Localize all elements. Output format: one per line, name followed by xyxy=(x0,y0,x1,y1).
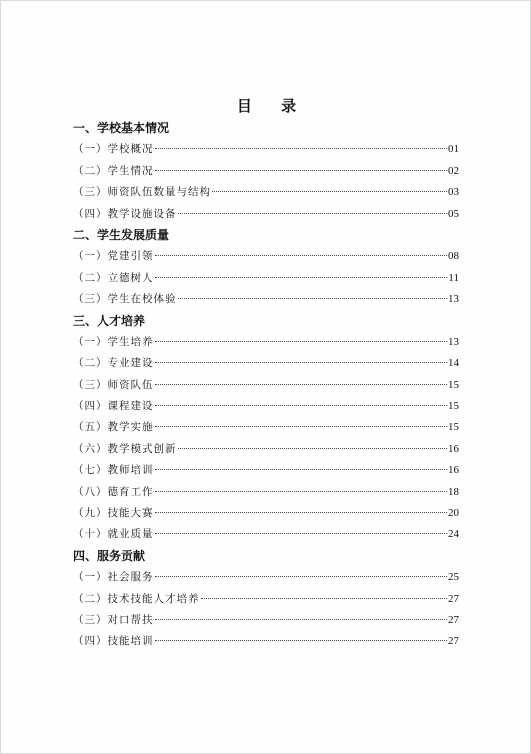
toc-entry[interactable] xyxy=(73,268,459,289)
toc-entry-label: （一）学校概况 xyxy=(73,143,154,156)
toc-entry-label: （十）就业质量 xyxy=(73,528,154,541)
toc-page-number: 24 xyxy=(448,528,459,541)
toc-entry-label: （五）教学实施 xyxy=(73,421,154,434)
toc-entry[interactable] xyxy=(73,417,459,438)
toc-entry-label: （二）专业建设 xyxy=(73,357,154,370)
toc-entry-label: （一）党建引领 xyxy=(73,250,154,263)
toc-entry-label: （七）教师培训 xyxy=(73,464,154,477)
toc-entry-label: （二）学生情况 xyxy=(73,164,154,177)
toc-entry-label: （四）课程建设 xyxy=(73,400,154,413)
toc-entry[interactable] xyxy=(73,204,459,225)
toc-entry[interactable] xyxy=(73,631,459,652)
toc-section-heading: 四、服务贡献 xyxy=(73,548,146,563)
toc-dot-leader xyxy=(155,469,448,470)
toc-entry-label: （四）教学设施设备 xyxy=(73,207,177,220)
toc-page-number: 15 xyxy=(448,378,459,391)
toc-page-number: 05 xyxy=(448,207,459,220)
toc-dot-leader xyxy=(155,533,448,534)
toc-entry[interactable] xyxy=(73,482,459,503)
toc-section-heading: 一、学校基本情况 xyxy=(73,121,170,135)
toc-entry-label: （三）对口帮扶 xyxy=(73,613,154,626)
toc-entry[interactable] xyxy=(73,610,459,631)
toc-page-number: 11 xyxy=(448,271,459,284)
toc-dot-leader xyxy=(178,448,448,449)
toc-dot-leader xyxy=(155,362,448,363)
toc-page-number: 27 xyxy=(448,613,459,626)
toc-entry-label: （三）学生在校体验 xyxy=(73,293,177,306)
toc-dot-leader xyxy=(155,384,448,385)
toc-dot-leader xyxy=(155,512,448,513)
toc-section-heading: 二、学生发展质量 xyxy=(73,227,170,242)
toc-page-number: 13 xyxy=(448,335,459,348)
toc-entry[interactable] xyxy=(73,246,459,267)
toc-dot-leader xyxy=(155,277,448,278)
toc-entry[interactable] xyxy=(73,139,459,160)
toc-page-number: 27 xyxy=(448,635,459,648)
toc-page-number: 16 xyxy=(448,464,459,477)
toc-page-number: 01 xyxy=(448,143,459,156)
toc-dot-leader xyxy=(178,298,448,299)
toc-entry[interactable] xyxy=(73,589,459,610)
toc-entry-label: （一）学生培养 xyxy=(73,335,154,348)
toc-entry[interactable] xyxy=(73,375,459,396)
toc-dot-leader xyxy=(155,491,448,492)
toc-entry[interactable] xyxy=(73,161,459,182)
toc-dot-leader xyxy=(212,191,447,192)
toc-entry-label: （八）德育工作 xyxy=(73,485,154,498)
toc-dot-leader xyxy=(155,405,448,406)
toc-entry[interactable] xyxy=(73,439,459,460)
toc-entry[interactable] xyxy=(73,353,459,374)
toc-page-number: 08 xyxy=(448,250,459,263)
toc-entry[interactable] xyxy=(73,503,459,524)
toc-entry-label: （三）师资队伍 xyxy=(73,378,154,391)
toc-page-number: 18 xyxy=(448,485,459,498)
toc-page-number: 15 xyxy=(448,400,459,413)
toc-entry[interactable] xyxy=(73,182,459,203)
toc-entry-label: （一）社会服务 xyxy=(73,571,154,584)
toc-dot-leader xyxy=(155,576,448,577)
toc-page-number: 27 xyxy=(448,592,459,605)
toc-page-number: 16 xyxy=(448,442,459,455)
toc-page-number: 03 xyxy=(448,186,459,199)
toc-entry-label: （三）师资队伍数量与结构 xyxy=(73,186,211,199)
toc-entry[interactable] xyxy=(73,289,459,310)
toc-entry-label: （二）立德树人 xyxy=(73,271,154,284)
toc-entry[interactable] xyxy=(73,524,459,545)
toc-dot-leader xyxy=(178,213,448,214)
toc-dot-leader xyxy=(155,426,448,427)
toc-entry[interactable] xyxy=(73,332,459,353)
toc-page-number: 14 xyxy=(448,357,459,370)
toc-page-number: 20 xyxy=(448,507,459,520)
toc-dot-leader xyxy=(201,598,448,599)
toc-entry-label: （四）技能培训 xyxy=(73,635,154,648)
toc-title: 目 录 xyxy=(236,97,309,115)
toc-dot-leader xyxy=(155,170,448,171)
toc-dot-leader xyxy=(155,640,448,641)
toc-entry-label: （六）教学模式创新 xyxy=(73,442,177,455)
toc-section-heading: 三、人才培养 xyxy=(73,313,146,328)
toc-dot-leader xyxy=(155,148,448,149)
toc-page-number: 02 xyxy=(448,164,459,177)
toc-entry-label: （九）技能大赛 xyxy=(73,507,154,520)
toc-page-number: 25 xyxy=(448,571,459,584)
toc-dot-leader xyxy=(155,619,448,620)
toc-entry[interactable] xyxy=(73,567,459,588)
toc-dot-leader xyxy=(155,341,448,342)
toc-dot-leader xyxy=(155,255,448,256)
toc-page-number: 15 xyxy=(448,421,459,434)
toc-entry-label: （二）技术技能人才培养 xyxy=(73,592,200,605)
toc-entry[interactable] xyxy=(73,460,459,481)
toc-page-number: 13 xyxy=(448,293,459,306)
table-of-contents xyxy=(73,118,459,653)
toc-entry[interactable] xyxy=(73,396,459,417)
